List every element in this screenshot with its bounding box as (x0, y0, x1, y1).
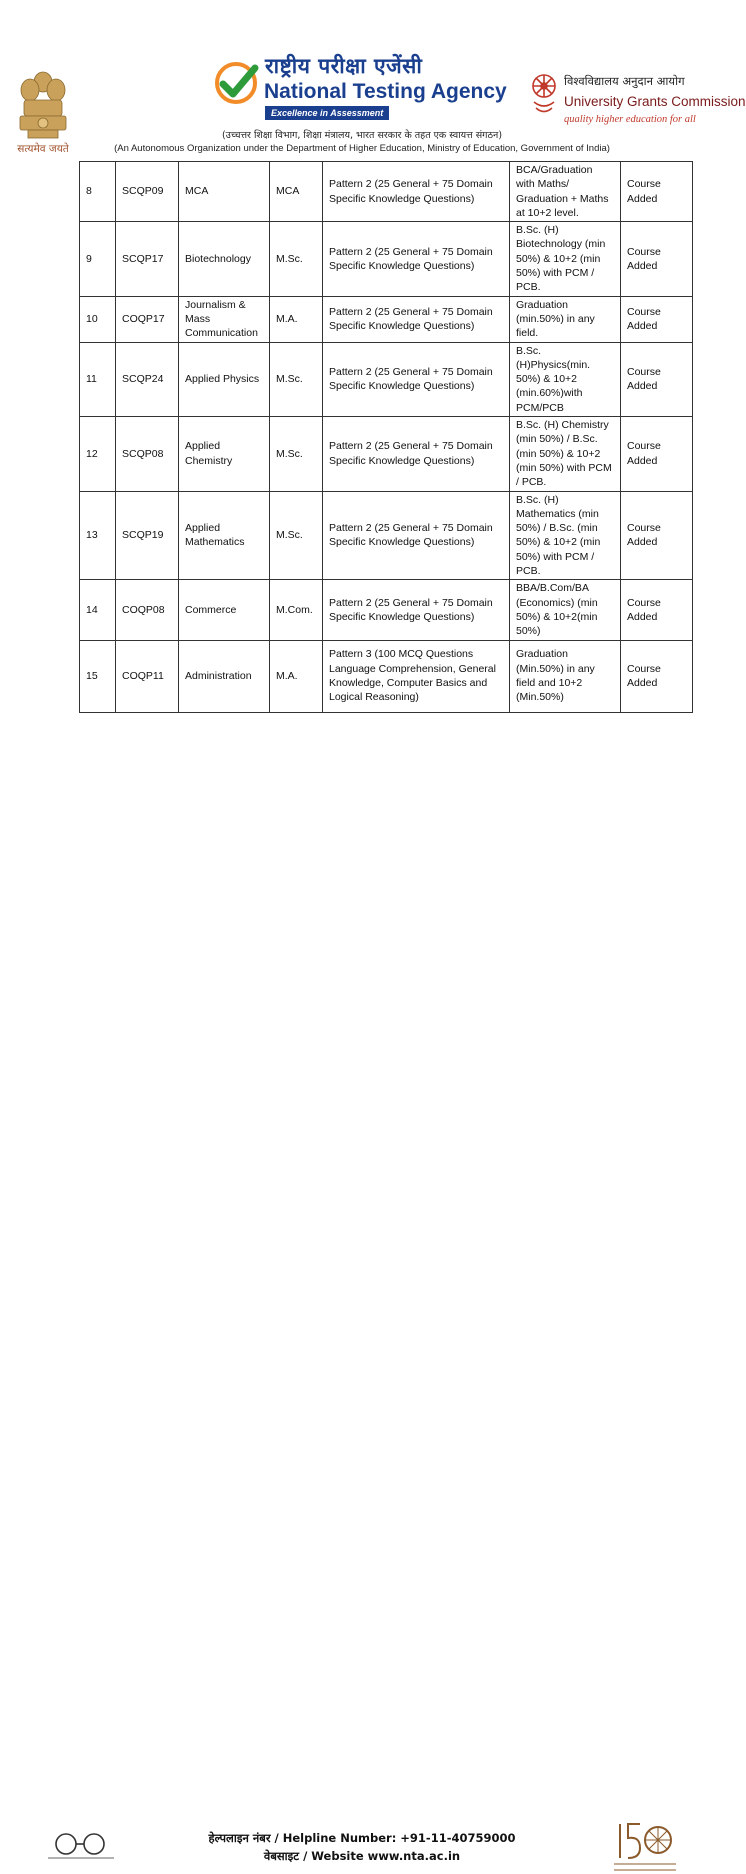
ugc-tagline: quality higher education for all (564, 114, 696, 125)
cell-exam-pattern: Pattern 3 (100 MCQ Questions Language Comprehension, General Knowledge, Computer Basics and Logical Reasoning) (323, 640, 510, 712)
cell-eligibility: BCA/Graduation with Maths/ Graduation + Maths at 10+2 level. (510, 162, 621, 222)
cell-subject: Applied Chemistry (179, 417, 270, 491)
website-link[interactable]: वेबसाइट / Website www.nta.ac.in (263, 1849, 461, 1863)
cell-exam-pattern: Pattern 2 (25 General + 75 Domain Specific Knowledge Questions) (323, 162, 510, 222)
cell-serial-number: 12 (80, 417, 116, 491)
cell-status: Course Added (621, 296, 693, 342)
cell-course-code: SCQP24 (116, 342, 179, 416)
cell-status: Course Added (621, 342, 693, 416)
cell-exam-pattern: Pattern 2 (25 General + 75 Domain Specific Knowledge Questions) (323, 580, 510, 640)
subtitle-english: (An Autonomous Organization under the Department of Higher Education, Ministry of Education, Government of India) (114, 143, 610, 154)
cell-status: Course Added (621, 162, 693, 222)
cell-eligibility: B.Sc. (H) Mathematics (min 50%) / B.Sc. (min 50%) & 10+2 (min 50%) with PCM / PCB. (510, 491, 621, 580)
subtitle-hindi: (उच्चत्तर शिक्षा विभाग, शिक्षा मंत्रालय, भारत सरकार के तहत एक स्वायत्त संगठन) (221, 130, 503, 141)
cell-status: Course Added (621, 640, 693, 712)
cell-degree: M.Com. (270, 580, 323, 640)
page-footer (0, 910, 724, 1863)
cell-status: Course Added (621, 222, 693, 296)
table-row (80, 222, 693, 296)
helpline-number: हेल्पलाइन नंबर / Helpline Number: +91-11-40759000 (208, 1831, 516, 1845)
ugc-hindi-title: विश्वविद्यालय अनुदान आयोग (564, 74, 685, 88)
cell-degree: M.Sc. (270, 342, 323, 416)
gandhi-150-logo-icon (610, 1818, 680, 1874)
cell-serial-number: 8 (80, 162, 116, 222)
cell-degree: M.A. (270, 296, 323, 342)
cell-status: Course Added (621, 491, 693, 580)
table-row (80, 417, 693, 491)
ugc-logo-icon (528, 70, 560, 126)
cell-exam-pattern: Pattern 2 (25 General + 75 Domain Specific Knowledge Questions) (323, 491, 510, 580)
cell-degree: M.Sc. (270, 222, 323, 296)
nta-hindi-title: राष्ट्रीय परीक्षा एजेंसी (265, 54, 423, 78)
cell-exam-pattern: Pattern 2 (25 General + 75 Domain Specific Knowledge Questions) (323, 342, 510, 416)
cell-serial-number: 15 (80, 640, 116, 712)
cell-eligibility: Graduation (min.50%) in any field. (510, 296, 621, 342)
nta-title: National Testing Agency (264, 80, 507, 103)
cell-degree: M.Sc. (270, 491, 323, 580)
table-row (80, 296, 693, 342)
table-row (80, 580, 693, 640)
cell-eligibility: B.Sc.(H)Physics(min. 50%) & 10+2 (min.60%)with PCM/PCB (510, 342, 621, 416)
table-row (80, 491, 693, 580)
table-row (80, 640, 693, 712)
ugc-title: University Grants Commission (564, 94, 746, 109)
cell-exam-pattern: Pattern 2 (25 General + 75 Domain Specific Knowledge Questions) (323, 222, 510, 296)
table-row (80, 162, 693, 222)
cell-eligibility: B.Sc. (H) Biotechnology (min 50%) & 10+2 (min 50%) with PCM / PCB. (510, 222, 621, 296)
cell-serial-number: 10 (80, 296, 116, 342)
table-row (80, 342, 693, 416)
cell-exam-pattern: Pattern 2 (25 General + 75 Domain Specific Knowledge Questions) (323, 417, 510, 491)
cell-course-code: SCQP19 (116, 491, 179, 580)
cell-course-code: COQP17 (116, 296, 179, 342)
cell-eligibility: BBA/B.Com/BA (Economics) (min 50%) & 10+2(min 50%) (510, 580, 621, 640)
cell-subject: Applied Mathematics (179, 491, 270, 580)
cell-serial-number: 9 (80, 222, 116, 296)
cell-eligibility: B.Sc. (H) Chemistry (min 50%) / B.Sc. (min 50%) & 10+2 (min 50%) with PCM / PCB. (510, 417, 621, 491)
courses-table (79, 161, 693, 713)
cell-serial-number: 13 (80, 491, 116, 580)
page-header (0, 0, 746, 160)
cell-subject: Biotechnology (179, 222, 270, 296)
cell-degree: MCA (270, 162, 323, 222)
cell-status: Course Added (621, 417, 693, 491)
nta-tagline: Excellence in Assessment (265, 106, 389, 120)
cell-subject: MCA (179, 162, 270, 222)
cell-course-code: COQP08 (116, 580, 179, 640)
cell-subject: Administration (179, 640, 270, 712)
cell-course-code: SCQP09 (116, 162, 179, 222)
cell-serial-number: 14 (80, 580, 116, 640)
cell-subject: Commerce (179, 580, 270, 640)
cell-degree: M.A. (270, 640, 323, 712)
cell-course-code: SCQP08 (116, 417, 179, 491)
cell-subject: Applied Physics (179, 342, 270, 416)
cell-status: Course Added (621, 580, 693, 640)
cell-course-code: COQP11 (116, 640, 179, 712)
nta-logo-icon (213, 60, 259, 106)
emblem-motto: सत्यमेव जयते (17, 143, 69, 155)
cell-exam-pattern: Pattern 2 (25 General + 75 Domain Specific Knowledge Questions) (323, 296, 510, 342)
cell-course-code: SCQP17 (116, 222, 179, 296)
cell-serial-number: 11 (80, 342, 116, 416)
cell-eligibility: Graduation (Min.50%) in any field and 10+2 (Min.50%) (510, 640, 621, 712)
cell-degree: M.Sc. (270, 417, 323, 491)
cell-subject: Journalism & Mass Communication (179, 296, 270, 342)
